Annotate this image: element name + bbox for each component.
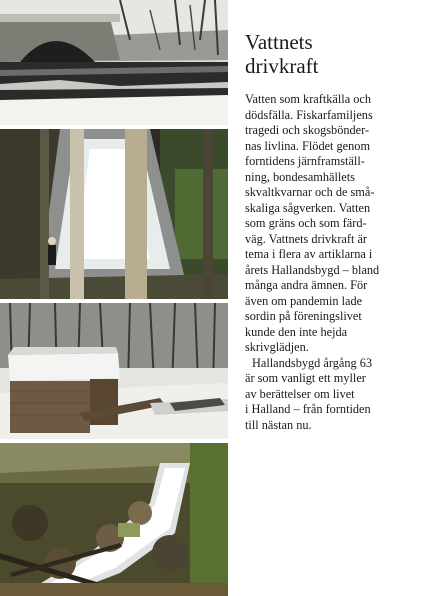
body-line: kunde den inte hejda	[245, 324, 348, 339]
paragraph-1	[245, 92, 417, 356]
article-body	[245, 92, 417, 433]
title-line: Vattnets	[245, 30, 313, 54]
body-line: tragedi och skogsbönder-	[245, 123, 370, 137]
body-line: även om pandemin lade	[245, 293, 363, 308]
body-line: många andra ämnen. För	[245, 278, 368, 292]
body-line: av berättelser om livet	[245, 386, 355, 401]
title-line: drivkraft	[245, 54, 319, 78]
body-line: skrivglädjen.	[245, 340, 309, 354]
photo-mill-hut	[0, 303, 228, 439]
photo-waterfall	[0, 129, 228, 299]
body-line: som gräns och som färd-	[245, 216, 367, 230]
paragraph-2	[245, 356, 417, 434]
body-line: skvaltkvarnar och de små-	[245, 185, 375, 199]
body-line: forntidens järnframställ-	[245, 154, 365, 168]
body-line: tema i flera av artiklarna i	[245, 247, 373, 261]
body-line: är som vanligt ett myller	[245, 371, 366, 385]
body-line: skaliga sågverken. Vatten	[245, 200, 371, 215]
body-line: dödsfälla. Fiskarfamiljens	[245, 107, 373, 122]
body-line: i Halland – från forntiden	[245, 402, 371, 416]
body-line: Vatten som kraftkälla och	[245, 92, 372, 106]
photo-stream-rapids	[0, 443, 228, 596]
body-line: årets Hallandsbygd – bland	[245, 262, 380, 277]
body-line: sordin på föreningslivet	[245, 309, 362, 323]
article-text	[245, 30, 417, 433]
body-line: nas livlina. Flödet genom	[245, 138, 371, 153]
body-line: Hallandsbygd årgång 63	[252, 355, 372, 370]
body-line: till nästan nu.	[245, 417, 312, 432]
body-line: ning, bondesamhällets	[245, 169, 355, 184]
article-title	[245, 30, 417, 78]
body-line: väg. Vattnets drivkraft är	[245, 231, 368, 246]
photo-stone-bridge	[0, 0, 228, 125]
